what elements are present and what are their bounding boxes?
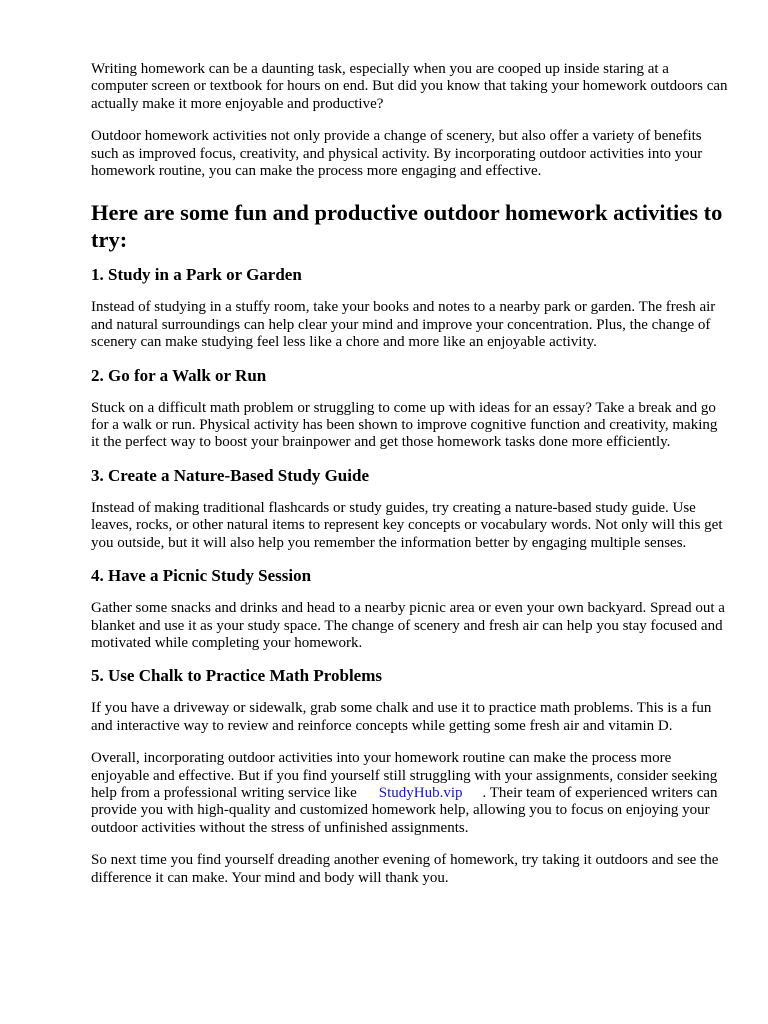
closing-paragraph: So next time you find yourself dreading another evening of homework, try taking it outdoors and see the difference it can make. Your mind and body will thank you. — [91, 852, 719, 886]
intro-paragraph-1: Writing homework can be a daunting task, especially when you are cooped up inside staring at a computer screen or textbook for hours on end. But did you know that taking your homework outdoors can actually make it more enjoyable and productive? — [91, 61, 728, 112]
section-body-3: Instead of making traditional flashcards or study guides, try creating a nature-based study guide. Use leaves, rocks, or other natural items to represent key concepts or vocabulary words. Not only will this get you outside, but it will also help you remember the information better by engaging multiple senses. — [91, 499, 723, 551]
section-body-4: Gather some snacks and drinks and head to a nearby picnic area or even your own backyard. Spread out a blanket and use it as your study space. The change of scenery and fresh air can help you stay focused and motivated while completing your homework. — [91, 600, 725, 651]
section-heading-3: 3. Create a Nature-Based Study Guide — [91, 465, 369, 485]
main-heading: Here are some fun and productive outdoor homework activities to try: — [91, 200, 723, 253]
section-heading-1: 1. Study in a Park or Garden — [91, 265, 302, 285]
section-body-2: Stuck on a difficult math problem or struggling to come up with ideas for an essay? Take a break and go for a walk or run. Physical activity has been shown to improve cognitive function and creativity, making it the perfect way to boost your brainpower and get those homework tasks done more efficiently. — [91, 399, 718, 451]
studyhub-link[interactable]: StudyHub.vip — [378, 784, 463, 801]
section-heading-4: 4. Have a Picnic Study Session — [91, 566, 312, 586]
section-body-1: Instead of studying in a stuffy room, take your books and notes to a nearby park or garden. The fresh air and natural surroundings can help clear your mind and improve your concentration. Plus, the change of scenery can make studying feel less like a chore and more like an enjoyable activity. — [91, 299, 716, 351]
conclusion-text-before-link: Overall, incorporating outdoor activities into your homework routine can make the process more enjoyable and effective. But if you find yourself still struggling with your assignments, consider seeking help from a professional writing service like — [91, 750, 718, 801]
section-body-5: If you have a driveway or sidewalk, grab some chalk and use it to practice math problems. This is a fun and interactive way to review and reinforce concepts while getting some fresh air and vitamin D. — [91, 700, 712, 734]
section-heading-2: 2. Go for a Walk or Run — [91, 365, 267, 385]
section-heading-5: 5. Use Chalk to Practice Math Problems — [91, 666, 382, 686]
conclusion-paragraph — [91, 750, 728, 837]
intro-paragraph-2: Outdoor homework activities not only provide a change of scenery, but also offer a variety of benefits such as improved focus, creativity, and physical activity. By incorporating outdoor activities into your homework routine, you can make the process more engaging and effective. — [91, 128, 703, 180]
conclusion-text-after-link: . Their team of experienced writers can provide you with high-quality and customized homework help, allowing you to focus on enjoying your outdoor activities without the stress of unfinished assignments. — [91, 784, 718, 836]
